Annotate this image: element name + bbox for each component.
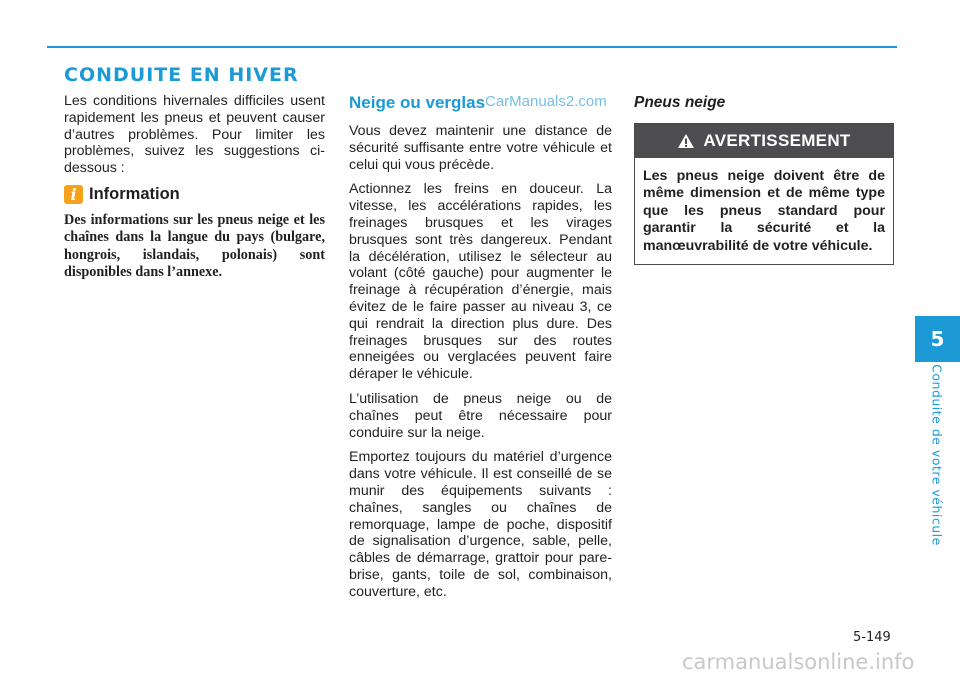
warning-header (635, 124, 893, 158)
paragraph-3: L’utilisation de pneus neige ou de chaînes peut être nécessaire pour conduire sur la neige. (349, 390, 612, 441)
paragraph-1: Vous devez maintenir une distance de sécurité suffisante entre votre véhicule et celui qui vous précède. (349, 123, 612, 173)
information-text: Des informations sur les pneus neige et les chaînes dans la langue du pays (bulgare, hongrois, islandais, polonais) sont disponibles dans l’annexe. (64, 211, 325, 281)
column-1 (64, 93, 325, 290)
warning-text: Les pneus neige doivent être de même dimension et de même type que les pneus standard pour garantir la sécurité et la manœuvrabilité de votre véhicule. (643, 168, 885, 254)
warning-title: AVERTISSEMENT (703, 130, 851, 150)
snow-ice-heading (349, 93, 612, 113)
column-2 (349, 93, 612, 609)
warning-box (634, 123, 894, 265)
top-rule (47, 46, 897, 48)
paragraph-2: Actionnez les freins en douceur. La vitesse, les accélérations rapides, les freinages brusques et les virages brusques sont très dangereux. Pendant la décélération, utilisez le sélecteur au volant (côté gauche) pour augmenter le freinage à récupération d’énergie, mais évitez de le faire passer au niveau 3, ce qui rendrait la direction plus dure. Des freinages brusques sur des routes enneigées ou verglacées peuvent faire déraper le véhicule. (349, 181, 612, 383)
footer-watermark: carmanualsonline.info (682, 650, 915, 674)
paragraph-4: Emportez toujours du matériel d’urgence dans votre véhicule. Il est conseillé de se munir des équipements suivants : chaînes, sangles ou chaînes de remorquage, lampe de poche, dispositif de signalisation d’urgence, sable, pelle, câbles de démarrage, grattoir pour pare-brise, gants, toile de sol, combinaison, couverture, etc. (349, 449, 612, 600)
section-title: CONDUITE EN HIVER (64, 64, 299, 86)
snow-ice-heading-text: Neige ou verglas (349, 93, 486, 112)
warning-triangle-icon (677, 133, 695, 149)
information-header (64, 185, 325, 204)
information-title: Information (89, 185, 180, 204)
page-number: 5-149 (853, 630, 891, 645)
chapter-number-tab: 5 (915, 316, 960, 362)
info-icon: i (64, 185, 83, 204)
site-watermark: CarManuals2.com (485, 93, 607, 110)
intro-paragraph: Les conditions hivernales difficiles usent rapidement les pneus et peuvent causer d’autres problèmes. Pour limiter les problèmes, suivez les suggestions ci-dessous : (64, 93, 325, 177)
chapter-label: Conduite de votre véhicule (929, 364, 945, 546)
column-3 (634, 93, 896, 265)
snow-tires-heading: Pneus neige (634, 94, 726, 111)
